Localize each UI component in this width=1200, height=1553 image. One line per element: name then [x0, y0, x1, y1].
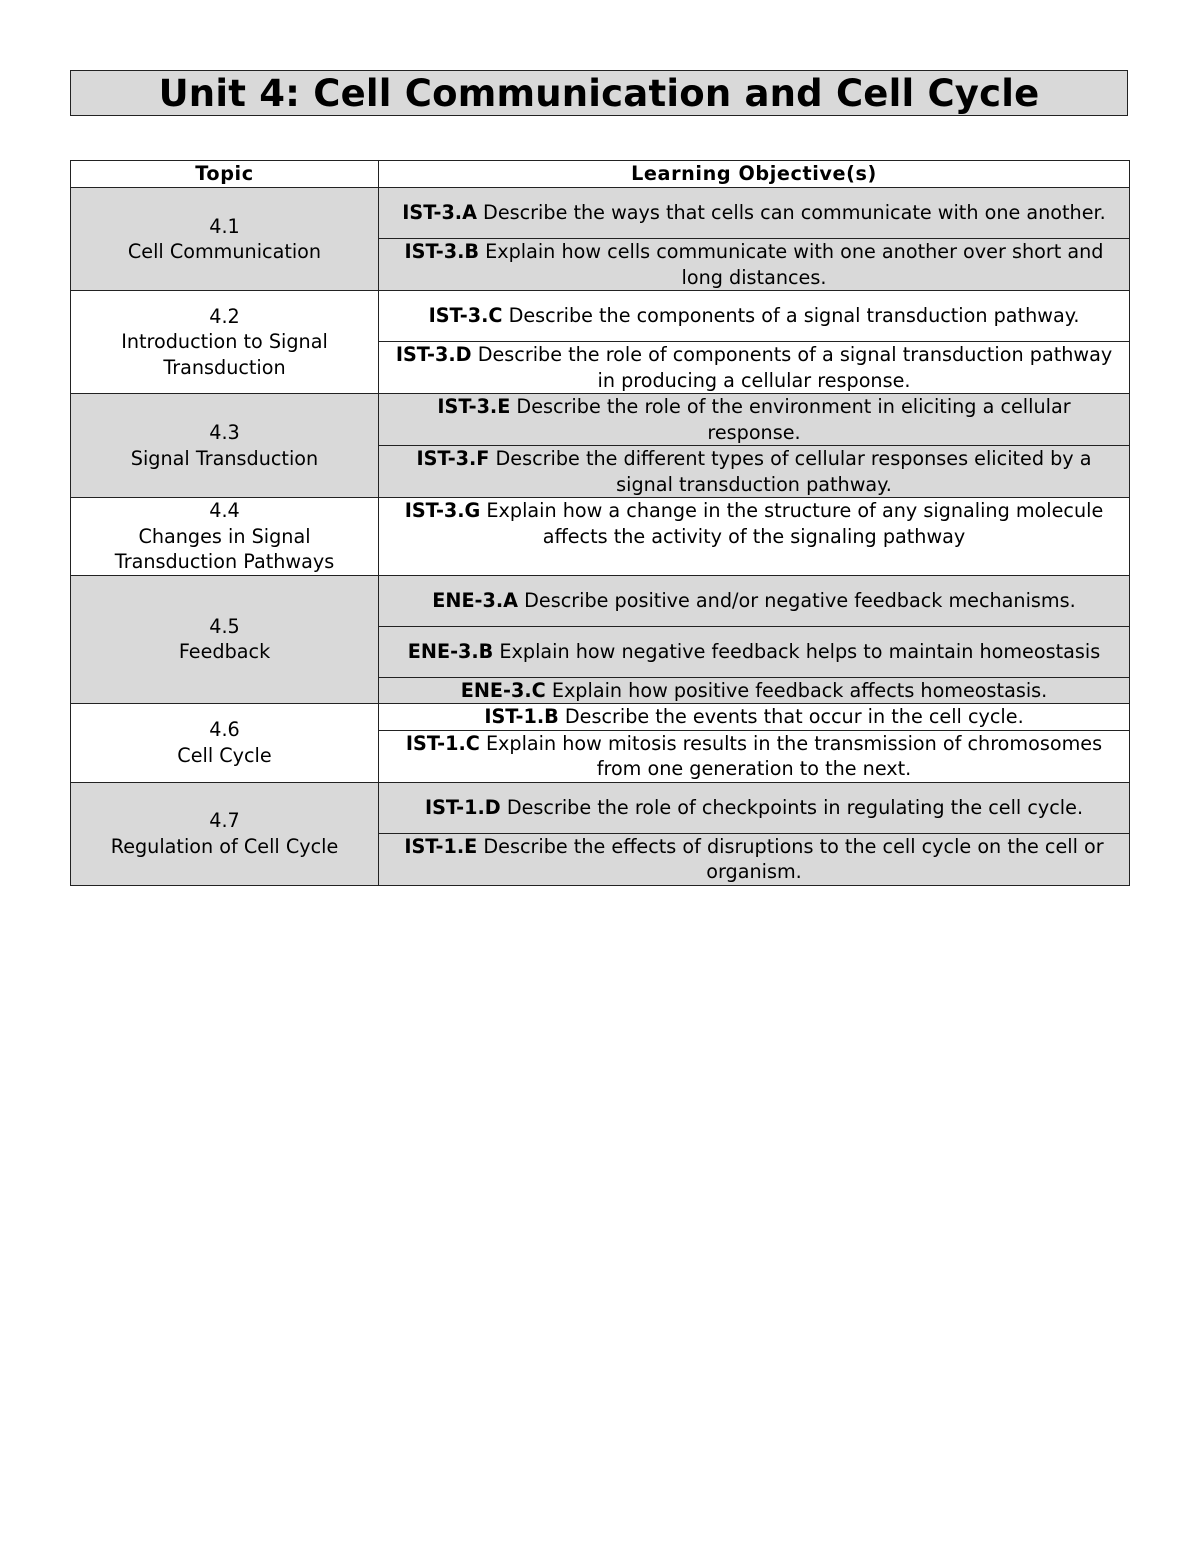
topic-number: 4.3: [209, 421, 240, 444]
objective-text: Explain how negative feedback helps to maintain homeostasis: [499, 639, 1101, 663]
objective-code: IST-3.B: [404, 240, 479, 263]
topic-cell: [71, 291, 379, 394]
objective-code: IST-3.G: [404, 499, 481, 522]
objective-cell: [379, 704, 1130, 731]
objective-code: IST-3.D: [395, 343, 472, 366]
title-box: [70, 70, 1128, 116]
topic-cell: [71, 394, 379, 498]
objective-cell: [379, 291, 1130, 342]
topic-name: Changes in Signal Transduction Pathways: [114, 524, 335, 573]
objective-cell: [379, 575, 1130, 626]
topic-number: 4.7: [209, 809, 240, 832]
objective-code: ENE-3.B: [407, 639, 494, 663]
topic-cell: [71, 498, 379, 576]
topic-header: Topic: [71, 161, 379, 188]
objective-code: IST-1.E: [404, 834, 478, 858]
objective-code: IST-3.E: [437, 395, 511, 418]
objective-code: IST-1.D: [424, 795, 501, 819]
topic-name: Signal Transduction: [130, 446, 319, 470]
objective-text: Describe positive and/or negative feedback mechanisms.: [524, 588, 1076, 612]
objective-cell: [379, 394, 1130, 446]
objective-code: IST-1.B: [484, 705, 559, 728]
topic-name: Feedback: [178, 640, 271, 664]
table-row: [71, 498, 1130, 576]
table-row: [71, 291, 1130, 342]
objective-code: ENE-3.A: [432, 588, 519, 612]
topic-name: Cell Communication: [127, 240, 322, 263]
objective-text: Describe the components of a signal transduction pathway.: [508, 304, 1080, 328]
topic-number: 4.6: [209, 718, 240, 742]
table-row: [71, 704, 1130, 731]
objective-code: IST-1.C: [405, 731, 480, 755]
header-row: [71, 161, 1130, 188]
objective-cell: [379, 342, 1130, 394]
objective-code: IST-3.C: [428, 304, 503, 328]
objective-cell: [379, 626, 1130, 677]
objective-text: Describe the effects of disruptions to the cell cycle on the cell or organism.: [483, 834, 1104, 883]
objective-cell: [379, 498, 1130, 576]
objective-text: Describe the different types of cellular responses elicited by a signal transduction pathway.: [495, 447, 1092, 496]
objective-text: Describe the role of checkpoints in regulating the cell cycle.: [506, 795, 1084, 819]
objective-text: Describe the role of the environment in eliciting a cellular response.: [516, 395, 1071, 444]
objective-code: IST-3.A: [402, 201, 477, 225]
table-row: [71, 394, 1130, 446]
topic-number: 4.1: [209, 214, 240, 238]
objective-cell: [379, 446, 1130, 498]
objective-text: Explain how positive feedback affects homeostasis.: [551, 678, 1048, 702]
objective-code: ENE-3.C: [460, 678, 546, 702]
objective-cell: [379, 833, 1130, 885]
learning-objectives-table: [70, 160, 1130, 886]
table-row: [71, 575, 1130, 626]
objective-text: Explain how cells communicate with one another over short and long distances.: [485, 240, 1104, 289]
topic-name: Cell Cycle: [177, 743, 272, 767]
objectives-header: Learning Objective(s): [379, 161, 1130, 188]
objective-text: Describe the events that occur in the cell cycle.: [564, 705, 1024, 728]
page-title: Unit 4: Cell Communication and Cell Cycle: [158, 71, 1040, 115]
topic-name: Regulation of Cell Cycle: [110, 834, 339, 858]
objective-cell: [379, 730, 1130, 782]
table-row: [71, 782, 1130, 833]
topic-cell: [71, 188, 379, 291]
objective-text: Describe the ways that cells can communicate with one another.: [483, 201, 1106, 225]
table-row: [71, 188, 1130, 239]
objective-cell: [379, 239, 1130, 291]
objective-text: Describe the role of components of a signal transduction pathway in producing a cellular response.: [477, 343, 1113, 392]
topic-number: 4.4: [209, 499, 240, 522]
objective-code: IST-3.F: [416, 447, 490, 470]
topic-cell: [71, 704, 379, 783]
objective-cell: [379, 677, 1130, 704]
objective-text: Explain how mitosis results in the transmission of chromosomes from one generation to the next.: [485, 731, 1103, 780]
topic-number: 4.2: [209, 304, 240, 328]
topic-number: 4.5: [209, 614, 240, 638]
topic-cell: [71, 575, 379, 704]
topic-cell: [71, 782, 379, 885]
objective-text: Explain how a change in the structure of any signaling molecule affects the activity of the signaling pathway: [486, 499, 1104, 548]
topic-name: Introduction to Signal Transduction: [121, 330, 328, 379]
objective-cell: [379, 188, 1130, 239]
objective-cell: [379, 782, 1130, 833]
